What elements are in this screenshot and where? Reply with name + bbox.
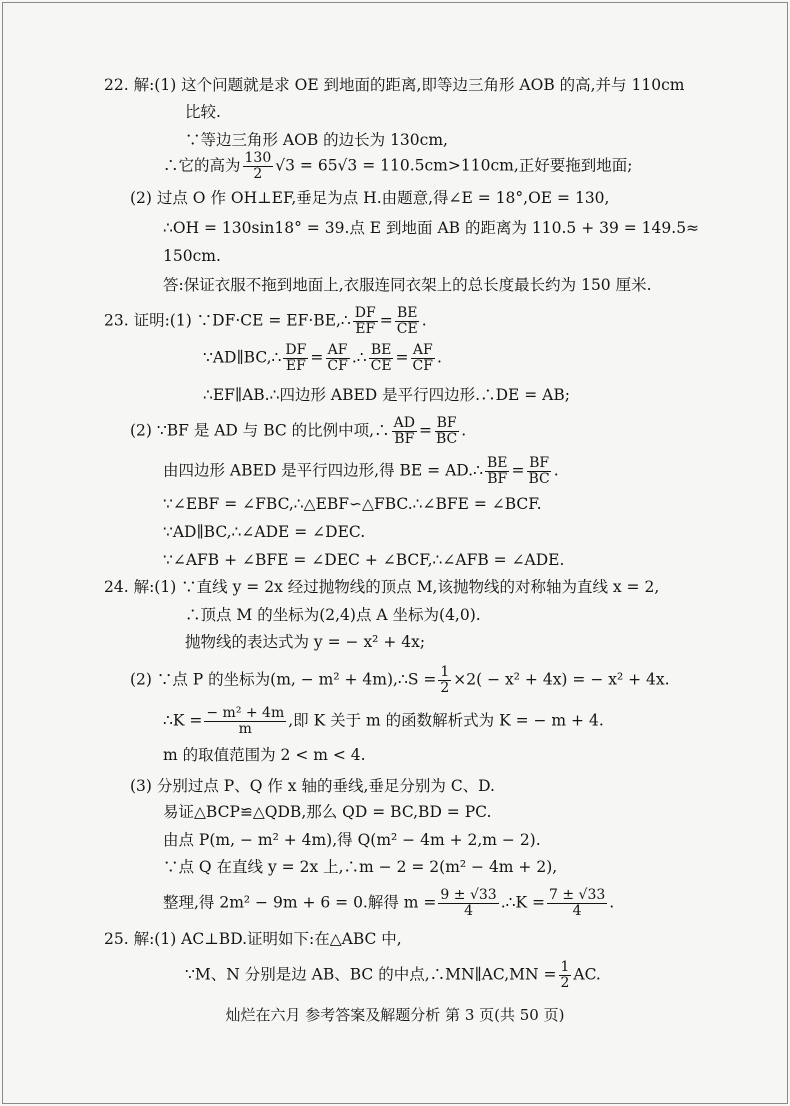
- fraction: $\frac{AF}{CF}$: [327, 342, 348, 374]
- q24-2-line: (2) ∵点 P 的坐标为(m, − m² + 4m),∴S = $\frac{1}{2}$ ×2( − x² + 4x) = − x² + 4x.: [130, 664, 670, 696]
- q23-line-3: (2) ∵BF 是 AD 与 BC 的比例中项,∴ $\frac{AD}{BF}$ = $\frac{BF}{BC}$ .: [130, 415, 467, 447]
- fraction: $\frac{7 \pm √33}{4}$: [548, 887, 606, 919]
- q23-line-1: 23. 证明:(1) ∵DF·CE = EF·BE,∴ $\frac{DF}{EF}$ = $\frac{BE}{CE}$ .: [104, 305, 427, 337]
- text-line: 22. 解:(1) 这个问题就是求 OE 到地面的距离,即等边三角形 AOB 的高,并与 110cm: [104, 76, 685, 94]
- q23-line-4: 由四边形 ABED 是平行四边形,得 BE = AD.∴ $\frac{BE}{BF}$ = $\frac{BF}{BC}$ .: [163, 455, 559, 487]
- q24-k-line: ∴K = $\frac{\text{− m² + 4m}}{m}$ ,即 K 关于 m 的函数解析式为 K = − m + 4.: [163, 705, 604, 737]
- text-line: 由点 P(m, − m² + 4m),得 Q(m² − 4m + 2,m − 2).: [163, 831, 541, 849]
- fraction: $\frac{BE}{CE}$: [370, 342, 392, 374]
- text-line: ∵∠EBF = ∠FBC,∴△EBF∽△FBC.∴∠BFE = ∠BCF.: [163, 495, 542, 513]
- text-line: 答:保证衣服不拖到地面上,衣服连同衣架上的总长度最长约为 150 厘米.: [163, 276, 652, 294]
- fraction: $\frac{AF}{CF}$: [412, 342, 433, 374]
- fraction: $\frac{BE}{BF}$: [486, 455, 508, 487]
- text-line: ∵点 Q 在直线 y = 2x 上,∴m − 2 = 2(m² − 4m + 2),: [163, 858, 558, 876]
- text-line: ∴顶点 M 的坐标为(2,4)点 A 坐标为(4,0).: [185, 606, 481, 624]
- fraction: $\frac{BF}{BC}$: [435, 415, 458, 447]
- text-line: ∵等边三角形 AOB 的边长为 130cm,: [185, 131, 448, 149]
- fraction: $\frac{AD}{BF}$: [393, 415, 415, 447]
- text-line: 比较.: [185, 103, 221, 121]
- text-line: 易证△BCP≌△QDB,那么 QD = BC,BD = PC.: [163, 803, 492, 821]
- fraction: $\frac{\text{− m² + 4m}}{m}$: [206, 705, 285, 737]
- fraction: $\frac{BE}{CE}$: [396, 305, 418, 337]
- fraction: $\frac{130}{2}$: [244, 150, 272, 182]
- text-line: (2) 过点 O 作 OH⊥EF,垂足为点 H.由题意,得∠E = 18°,OE = 130,: [130, 189, 610, 207]
- q23-line-2: ∵AD∥BC,∴ $\frac{DF}{EF}$ = $\frac{AF}{CF}$ .∴ $\frac{BE}{CE}$ = $\frac{AF}{CF}$ .: [203, 342, 442, 374]
- q24-solve-line: 整理,得 2m² − 9m + 6 = 0.解得 m = $\frac{9 \pm √33}{4}$ .∴K = $\frac{7 \pm √33}{4}$ .: [163, 887, 615, 919]
- text-line: 抛物线的表达式为 y = − x² + 4x;: [185, 633, 426, 651]
- text-line: ∵∠AFB + ∠BFE = ∠DEC + ∠BCF,∴∠AFB = ∠ADE.: [163, 551, 565, 569]
- page-footer: 灿烂在六月 参考答案及解题分析 第 3 页(共 50 页): [225, 1006, 565, 1024]
- text-line: ∴EF∥AB.∴四边形 ABED 是平行四边形.∴DE = AB;: [203, 386, 570, 404]
- text-line: 24. 解:(1) ∵直线 y = 2x 经过抛物线的顶点 M,该抛物线的对称轴为直线 x = 2,: [104, 578, 660, 596]
- fraction: $\frac{1}{2}$: [560, 959, 570, 991]
- text-line: ∴OH = 130sin18° = 39.点 E 到地面 AB 的距离为 110.5 + 39 = 149.5≈: [163, 219, 700, 237]
- text-line: 150cm.: [163, 247, 221, 265]
- text-line: m 的取值范围为 2 < m < 4.: [163, 746, 366, 764]
- fraction: $\frac{9 \pm √33}{4}$: [440, 887, 497, 919]
- text-line: (3) 分别过点 P、Q 作 x 轴的垂线,垂足分别为 C、D.: [130, 777, 495, 795]
- fraction: $\frac{DF}{EF}$: [354, 305, 376, 337]
- fraction: $\frac{BF}{BC}$: [528, 455, 550, 487]
- text-line: ∵AD∥BC,∴∠ADE = ∠DEC.: [163, 523, 366, 541]
- q22-height-line: ∴它的高为 $\frac{130}{2}$ √3 = 65√3 = 110.5cm>110cm,正好要拖到地面;: [163, 150, 633, 182]
- text-line: 25. 解:(1) AC⊥BD.证明如下:在△ABC 中,: [104, 930, 402, 948]
- fraction: $\frac{1}{2}$: [440, 664, 450, 696]
- q25-line: ∵M、N 分别是边 AB、BC 的中点,∴MN∥AC,MN = $\frac{1}{2}$ AC.: [185, 959, 601, 991]
- fraction: $\frac{DF}{EF}$: [285, 342, 307, 374]
